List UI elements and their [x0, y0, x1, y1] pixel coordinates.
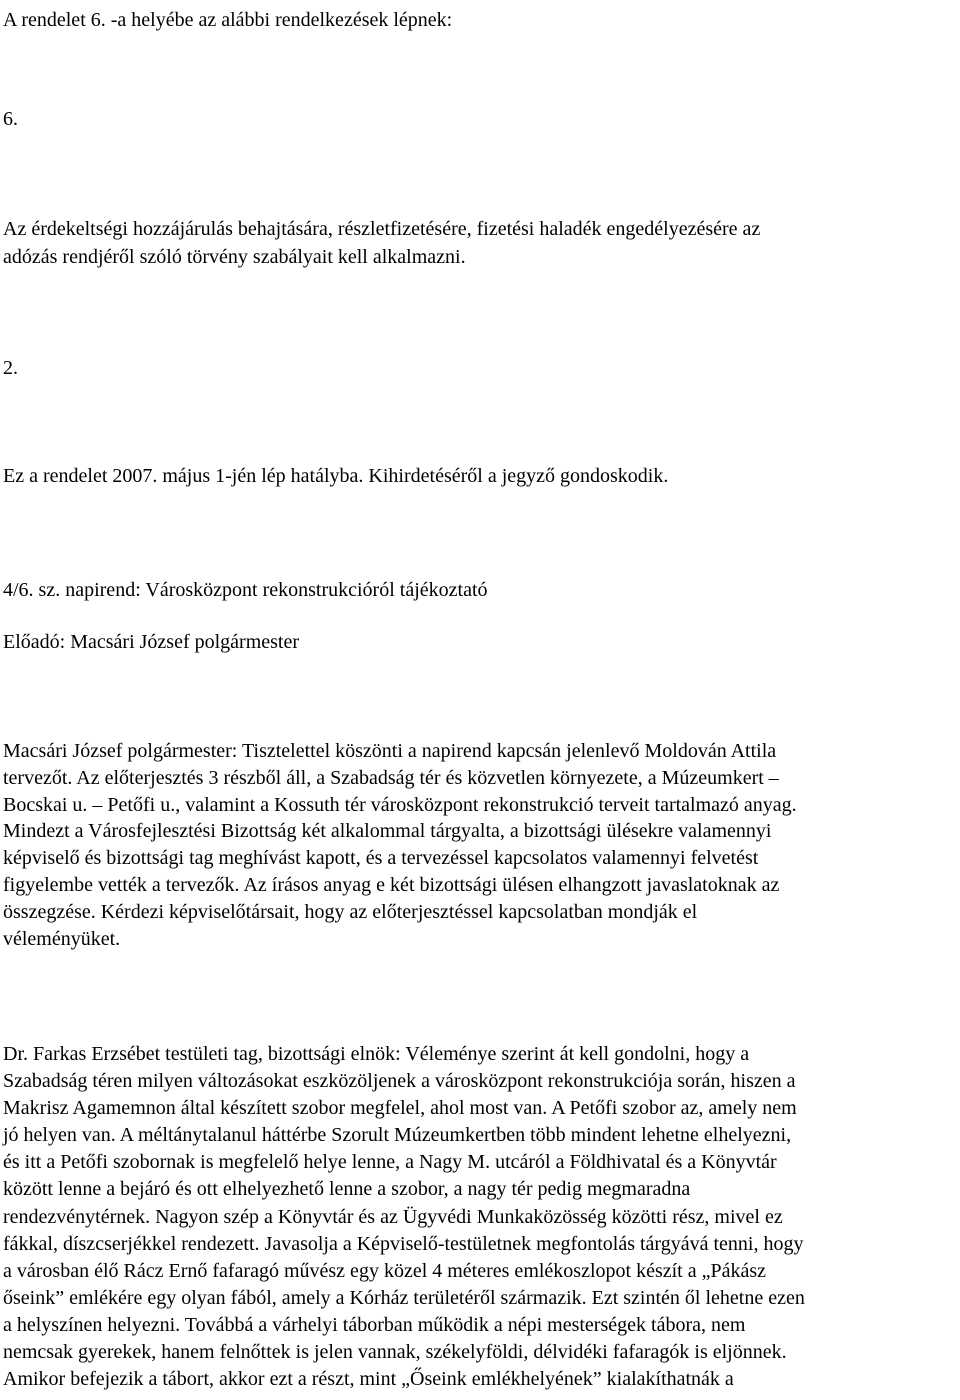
farkas-paragraph: [3, 1041, 805, 1393]
text-line: Macsári József polgármester: Tisztelettel köszönti a napirend kapcsán jelenlevő Moldován Attila: [3, 740, 777, 762]
text-line: Amikor befejezik a tábort, akkor ezt a részt, mint „Őseink emlékhelyének” kialakíthatnák a: [3, 1368, 734, 1391]
text-line: tervezőt. Az előterjesztés 3 részből áll, a Szabadság tér és közvetlen környezete, a Múzeumkert –: [3, 766, 779, 789]
text-line: a helyszínen helyezni. Továbbá a várhelyi táborban működik a népi mesterségek tábora, nem: [3, 1313, 746, 1336]
text-line: őseink” emlékére egy olyan fából, amely a Kórház területéről származik. Ezt szintén ől lehetne ezen: [3, 1286, 805, 1309]
section-6-heading: [3, 106, 18, 134]
intro-line: A rendelet 6. -a helyébe az alábbi rendelkezések lépnek:: [3, 9, 453, 31]
text-line: összegzése. Kérdezi képviselőtársait, hogy az előterjesztéssel kapcsolatban mondják el: [3, 900, 698, 923]
text-line: Bocskai u. – Petőfi u., valamint a Kossuth tér városközpont rekonstrukció terveit tartalmazó anyag.: [3, 793, 797, 816]
text-line: a városban élő Rácz Ernő fafaragó művész egy közel 4 méteres emlékoszlopot készít a „Pákász: [3, 1259, 767, 1282]
text-line: figyelembe vették a tervezők. Az írásos anyag e két bizottsági ülésen elhangzott javaslatoknak az: [3, 873, 780, 896]
speaker-line: [3, 629, 299, 657]
text-line: és itt a Petőfi szobornak is megfelelő helye lenne, a Nagy M. utcáról a Földhivatal és a Könyvtár: [3, 1151, 777, 1174]
section-2-heading: [3, 355, 18, 383]
text-line: képviselő és bizottsági tag meghívást kapott, és a tervezéssel kapcsolatos valamennyi felvetést: [3, 847, 759, 870]
text-line: adózás rendjéről szóló törvény szabályait kell alkalmazni.: [3, 245, 466, 268]
text-line: fákkal, díszcserjékkel rendezett. Javasolja a Képviselő-testületnek megfontolás tárgyává tenni, hogy: [3, 1232, 804, 1255]
text-line: véleményüket.: [3, 927, 121, 950]
text-line: között lenne a bejáró és ott elhelyezhető lenne a szobor, a nagy tér pedig megmaradna: [3, 1178, 691, 1201]
text-line: rendezvénytérnek. Nagyon szép a Könyvtár és az Ügyvédi Munkaközösség közötti rész, mivel ez: [3, 1205, 783, 1228]
text-line: Szabadság téren milyen változásokat eszközöljenek a városközpont rekonstrukciója során, hiszen a: [3, 1070, 796, 1093]
agenda-item-title: [3, 577, 488, 605]
text-line: Dr. Farkas Erzsébet testületi tag, bizottsági elnök: Véleménye szerint át kell gondolni, hogy a: [3, 1043, 750, 1065]
text-line: Mindezt a Városfejlesztési Bizottság két alkalommal tárgyalta, a bizottsági ülésekre valamennyi: [3, 820, 772, 843]
speaker-text: Előadó: Macsári József polgármester: [3, 631, 300, 653]
section-heading-text: 6.: [3, 108, 18, 130]
text-line: jó helyen van. A méltánytalanul háttérbe Szorult Múzeumkertben több mindent lehetne elhelyezni,: [3, 1124, 792, 1147]
text-line: Makrisz Agamemnon által készített szobor megfelel, ahol most van. A Petőfi szobor az, amely nem: [3, 1097, 797, 1120]
macsari-paragraph: [3, 738, 797, 952]
intro-paragraph: [3, 7, 452, 35]
text-line: nemcsak gyerekek, hanem felnőttek is jelen vannak, székelyföldi, délvidéki fafaragók is eljönnek.: [3, 1341, 787, 1364]
section-6-text: [3, 216, 760, 271]
agenda-line: 4/6. sz. napirend: Városközpont rekonstrukcióról tájékoztató: [3, 579, 488, 601]
section-heading-text: 2.: [3, 357, 18, 379]
section-2-text: [3, 463, 668, 491]
text-line: Ez a rendelet 2007. május 1-jén lép hatályba. Kihirdetéséről a jegyző gondoskodik.: [3, 465, 669, 487]
text-line: Az érdekeltségi hozzájárulás behajtására, részletfizetésére, fizetési haladék engedélyezésére az: [3, 218, 761, 240]
